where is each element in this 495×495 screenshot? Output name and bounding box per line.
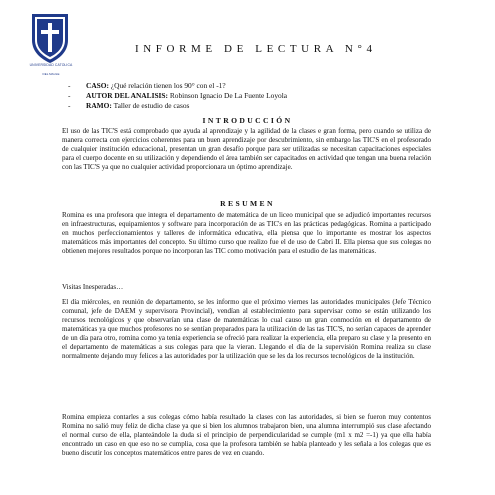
final-paragraph: Romina empieza contarles a sus colegas cómo había resultado la clases con las autoridades, si bien se fueron muy contentos Romina no salió muy feliz de dicha clase ya que si bien los alumnos trabajaron bien, una alumna interrumpió sus clase afectando el normal curso de ella, planteándole la duda si el principio de perpendicularidad se cumple (m1 x m2 =-1) ya que ella había encontrado un caso en que eso no se cumplia, cosa que la profesora también se había planteado y les señala a los colegas que es bueno discutir los conceptos matemáticos entre pares de vez en cuando.	[62, 413, 431, 457]
meta-item-caso: - CASO: ¿Qué relación tienen los 90° con el -1?	[68, 81, 226, 90]
resumen-heading: RESUMEN	[220, 199, 275, 208]
meta-list	[68, 81, 287, 111]
meta-item-autor: - AUTOR DEL ANALISIS: Robinson Ignacio De La Fuente Loyola	[68, 91, 288, 100]
intro-heading: INTRODUCCIÓN	[202, 116, 293, 125]
meta-item-ramo: - RAMO: Taller de estudio de casos	[68, 101, 190, 110]
visitas-paragraph: El día miércoles, en reunión de departamento, se les informo que el próximo viernes las autoridades municipales (Jefe Técnico comunal, jefe de DAEM y supervisora Provincial), vendían al establecimiento para supervisar como se están utilizando los recursos tecnológicos y que observarían una clase de matemáticas lo cual causo un gran conmoción en el departamento de matemáticas ya que muchos profesores no se sentían preparados para la utilización de las tas TIC'S, no serían capaces de aprender de un día para otro, romina como ya tenia experiencia se ofreció para realizar la experiencia, ella preparo su clase y la presento en el departamento de matemáticas a sus colegas para que la vieran. Llegando el día de la supervisión Romina realiza su clase normalmente dejando muy felices a las autoridades por la utilización que se les da los recursos tecnológicos de la institución.	[62, 298, 431, 360]
meta-value: Taller de estudio de casos	[111, 101, 190, 110]
meta-value: ¿Qué relación tienen los 90° con el -1?	[109, 81, 226, 90]
document-title: INFORME DE LECTURA N°4	[135, 43, 377, 55]
meta-label: AUTOR DEL ANALISIS:	[86, 91, 169, 100]
meta-label: RAMO:	[86, 101, 112, 110]
intro-paragraph: El uso de las TIC'S está comprobado que ayuda al aprendizaje y la agilidad de la clases e gran forma, pero cuando se utiliza de manera correcta con ejercicios coherentes para un buen aprendizaje por descubrimiento, sin embargo las TIC'S en el profesorado de cualquier institución educacional, presentan un gran desafío porque para ser utilizadas se necesitan capacitaciones especiales para el cuerpo docente en su utilización y dependiendo el área también ser capacitados en actividad que tengan una buena relación con las TIC'S ya que no cualquier actividad proporcionara un óptimo aprendizaje.	[62, 127, 431, 171]
visitas-heading: Visitas Inesperadas…	[62, 283, 124, 291]
resumen-paragraph: Romina es una profesora que integra el departamento de matemática de un liceo municipal que se adjudicó importantes recursos en infraestructuras, equipamientos y software para incorporación de as TIC's en las prácticas pedagógicas. Romina a participado en muchos perfeccionamientos y talleres de informática educativa, ella piensa que lo importante es mostrar los aspectos matemáticos más importantes del concepto. Su último curso que realizo fue el de uso de Cabri II. Ella piensa que sus colegas no obtienen mejores resultados porque no incorporan las TIC como motivación para el estudio de las matemáticas.	[62, 211, 431, 255]
logo-university-name: UNIVERSIDAD CATOLICA	[29, 63, 73, 67]
logo-university-sub: DEL MAULE	[42, 72, 60, 76]
meta-value: Robinson Ignacio De La Fuente Loyola	[168, 91, 288, 100]
meta-label: CASO:	[86, 81, 109, 90]
